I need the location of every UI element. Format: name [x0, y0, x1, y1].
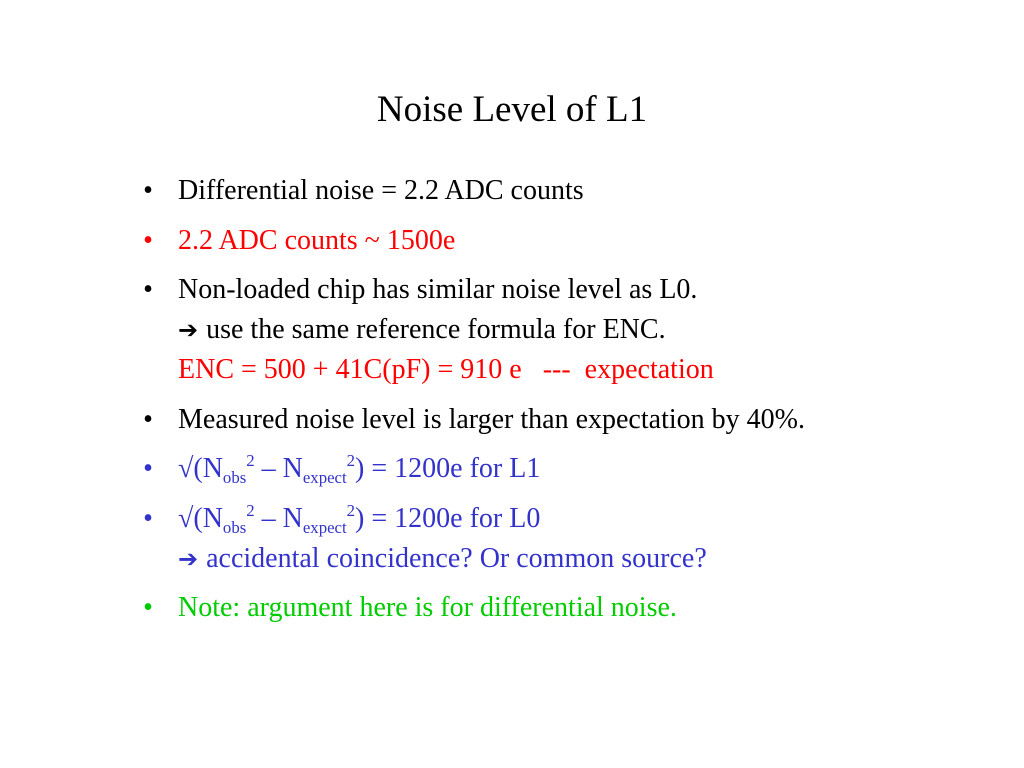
quadrature-formula	[178, 449, 998, 489]
bullet-dot: •	[143, 592, 153, 623]
bullet-non-loaded-chip	[138, 270, 998, 390]
superscript: 2	[246, 451, 255, 470]
slide-title: Noise Level of L1	[376, 89, 648, 130]
formula-part: √(N	[178, 453, 223, 484]
formula-part: – N	[254, 453, 303, 484]
bullet-quadrature-l0	[138, 499, 998, 579]
bullet-measured-noise	[138, 400, 998, 440]
quadrature-formula	[178, 499, 998, 539]
subscript-expect: expect	[302, 517, 347, 537]
bullet-list	[138, 171, 998, 638]
bullet-dot: •	[143, 274, 153, 305]
bullet-note	[138, 588, 998, 628]
bullet-subline-text: use the same reference formula for ENC.	[206, 314, 666, 345]
superscript: 2	[346, 500, 356, 520]
bullet-text: Differential noise = 2.2 ADC counts	[178, 175, 584, 206]
bullet-subline	[178, 539, 998, 579]
bullet-dot: •	[143, 175, 153, 206]
formula-part: √(N	[178, 502, 223, 534]
bullet-text: 2.2 ADC counts ~ 1500e	[178, 224, 456, 256]
superscript: 2	[246, 500, 255, 520]
bullet-text: Note: argument here is for differential noise.	[178, 592, 677, 623]
bullet-dot: •	[143, 453, 153, 484]
right-arrow-icon: ➔	[178, 544, 199, 573]
enc-formula: ENC = 500 + 41C(pF) = 910 e --- expectation	[178, 354, 714, 385]
bullet-text: Non-loaded chip has similar noise level as L0.	[178, 274, 698, 305]
superscript: 2	[346, 451, 356, 470]
bullet-subline	[178, 310, 998, 350]
bullet-differential-noise	[138, 171, 998, 211]
bullet-subline-text: accidental coincidence? Or common source?	[206, 542, 707, 574]
bullet-dot: •	[143, 224, 153, 256]
formula-part: ) = 1200e for L0	[355, 502, 541, 534]
right-arrow-icon: ➔	[178, 316, 199, 344]
bullet-dot: •	[143, 502, 153, 534]
subscript-obs: obs	[222, 517, 247, 537]
formula-part: ) = 1200e for L1	[355, 453, 541, 484]
subscript-expect: expect	[302, 468, 347, 487]
subscript-obs: obs	[222, 468, 247, 487]
bullet-text: Measured noise level is larger than expectation by 40%.	[178, 403, 805, 435]
bullet-quadrature-l1	[138, 449, 998, 489]
bullet-dot: •	[143, 403, 153, 435]
bullet-adc-conversion	[138, 221, 998, 261]
formula-part: – N	[254, 502, 303, 534]
